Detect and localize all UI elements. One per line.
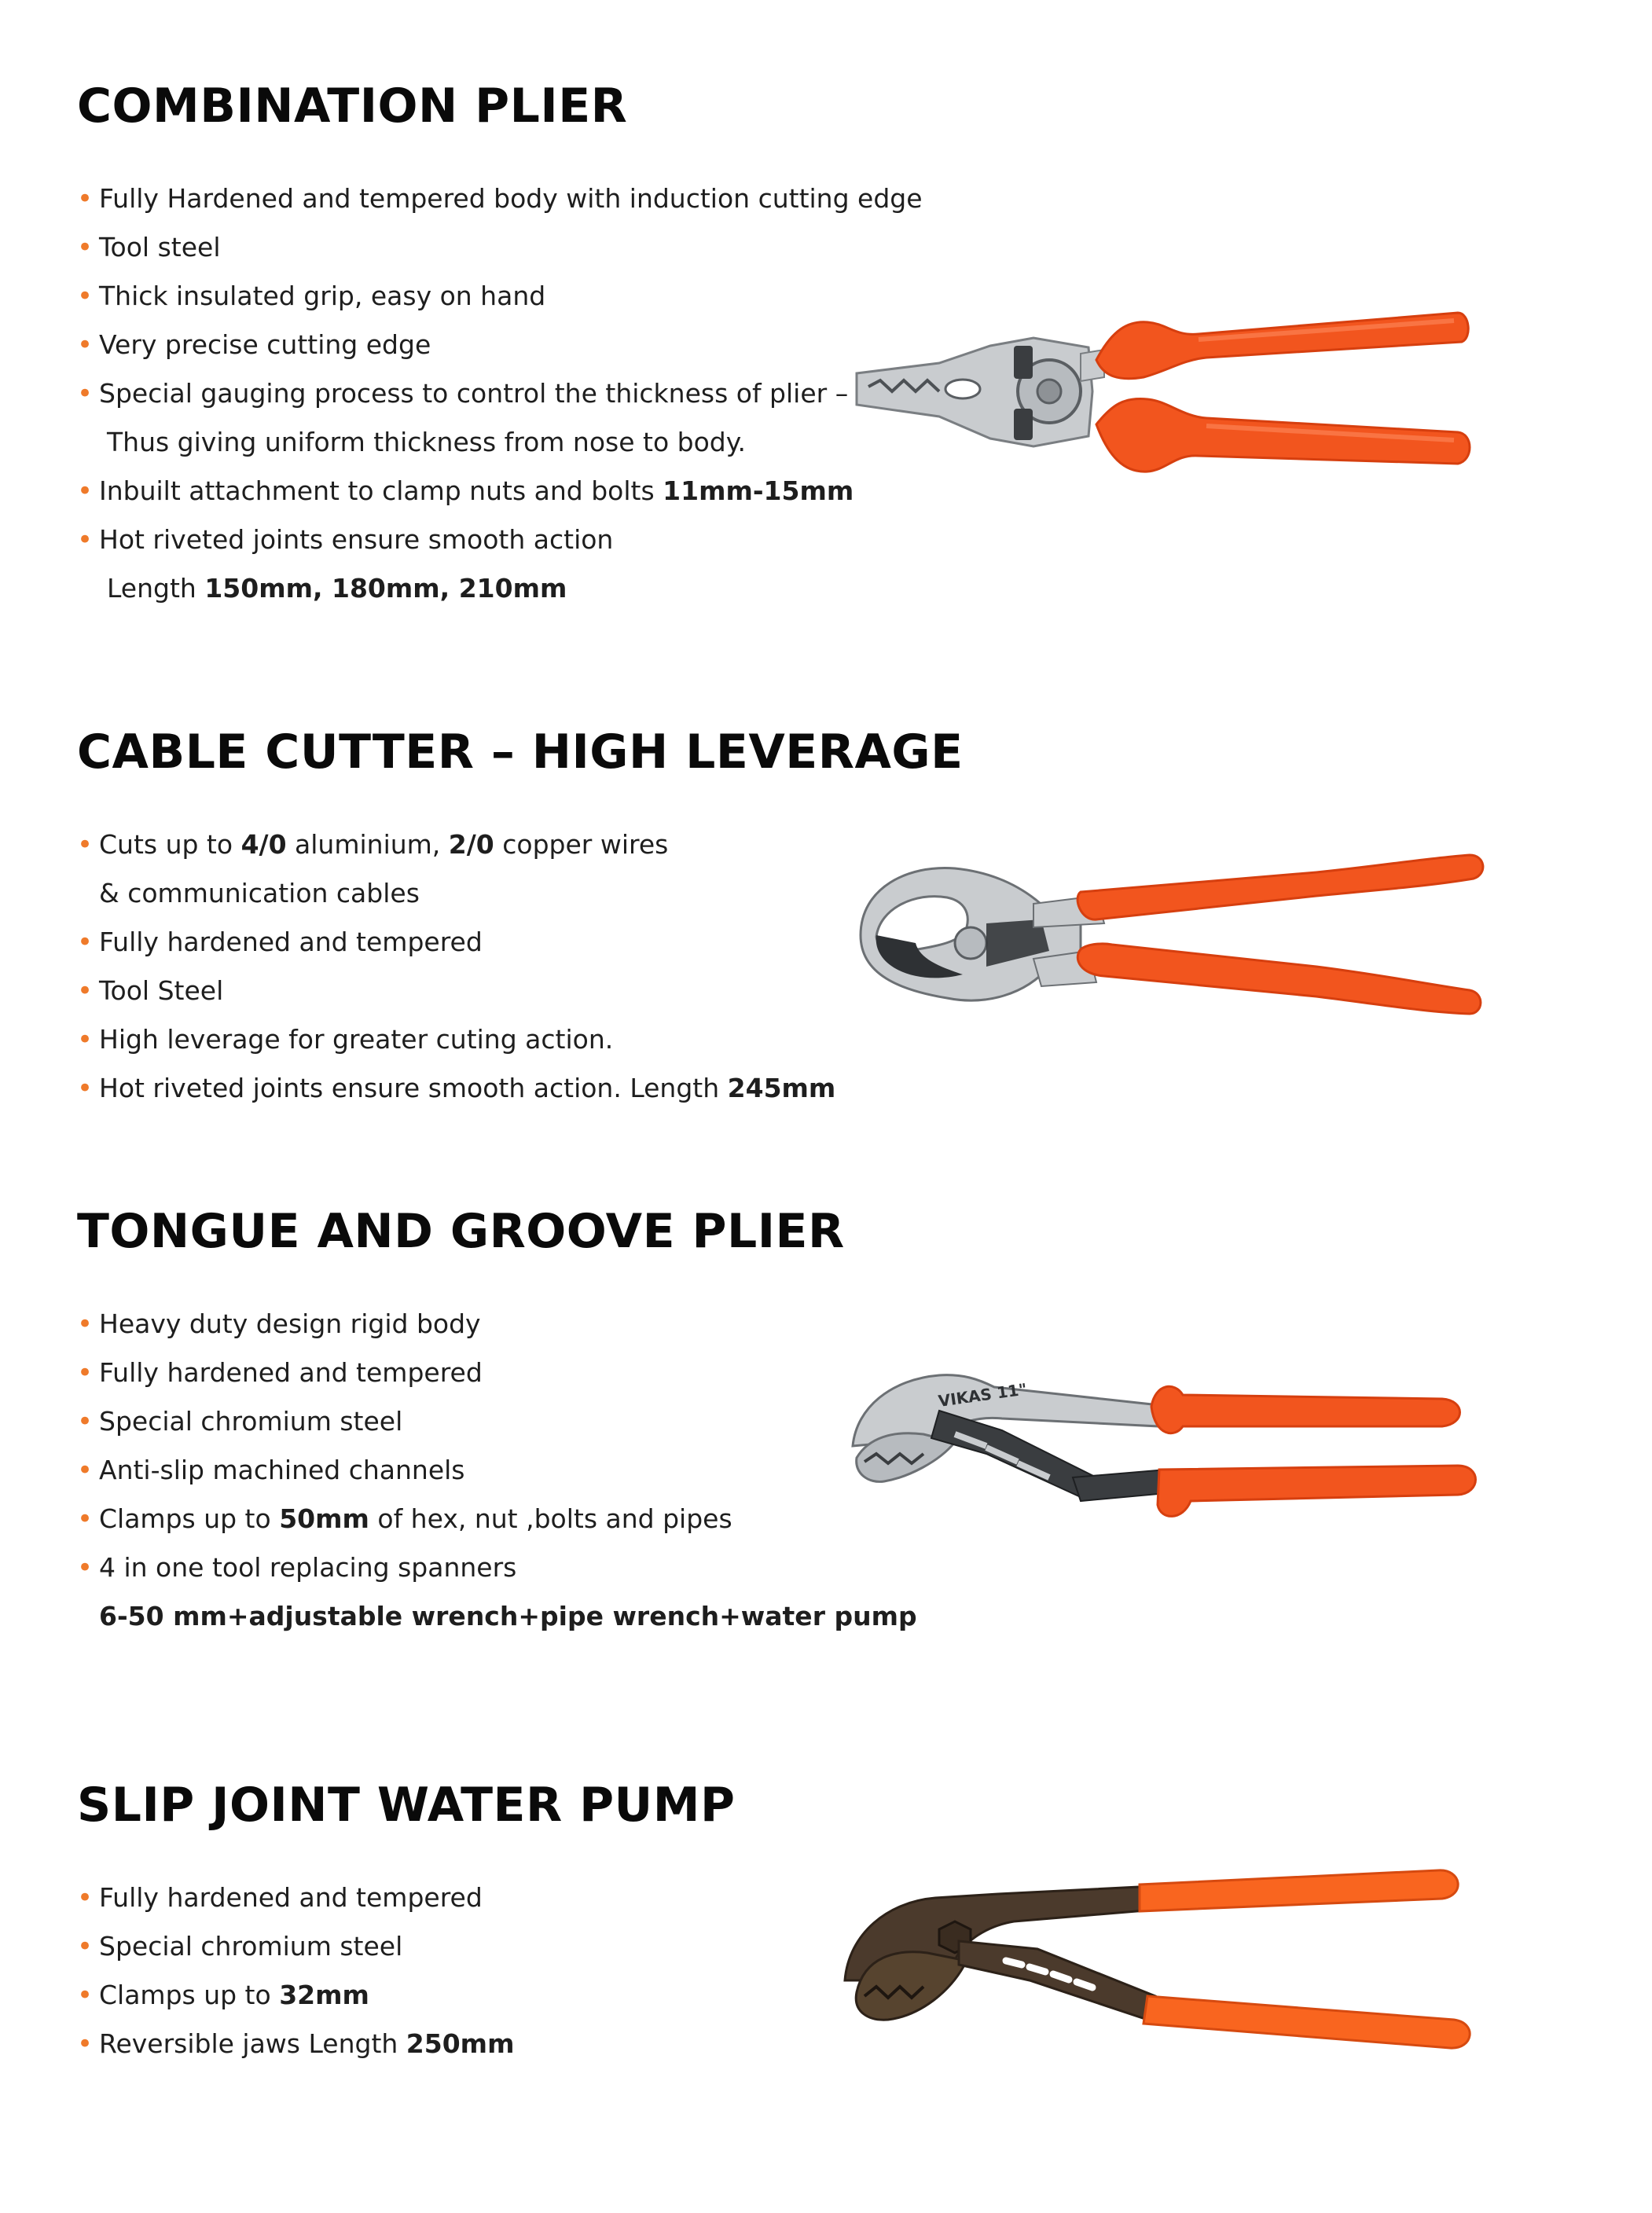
list-item: • High leverage for greater cuting action. bbox=[77, 1015, 835, 1064]
list-item: • Special chromium steel bbox=[77, 1922, 514, 1971]
list-item-continuation: 6-50 mm+adjustable wrench+pipe wrench+water pump bbox=[99, 1601, 917, 1631]
list-item: • Cuts up to 4/0 aluminium, 2/0 copper wires bbox=[77, 820, 835, 869]
feature-list bbox=[77, 174, 923, 613]
section-title: CABLE CUTTER – HIGH LEVERAGE bbox=[77, 725, 964, 780]
feature-list bbox=[77, 1874, 514, 2068]
list-item: • Fully hardened and tempered bbox=[77, 1349, 917, 1397]
list-item: • Clamps up to 32mm bbox=[77, 1971, 514, 2020]
list-item: • Tool Steel bbox=[77, 967, 835, 1015]
list-item: • Very precise cutting edge bbox=[77, 321, 923, 369]
list-item: • 4 in one tool replacing spanners bbox=[77, 1543, 917, 1592]
list-item: • Anti-slip machined channels bbox=[77, 1446, 917, 1495]
list-item: • Fully Hardened and tempered body with induction cutting edge bbox=[77, 174, 923, 223]
list-item: • Special gauging process to control the thickness of plier – bbox=[77, 369, 923, 418]
list-item: • Thick insulated grip, easy on hand bbox=[77, 272, 923, 321]
list-item-continuation: & communication cables bbox=[99, 878, 420, 908]
list-item: • Fully hardened and tempered bbox=[77, 918, 835, 967]
feature-list bbox=[77, 1300, 917, 1641]
list-item: • Hot riveted joints ensure smooth action bbox=[77, 516, 923, 564]
list-item: • Tool steel bbox=[77, 223, 923, 272]
list-item: • Hot riveted joints ensure smooth action. Length 245mm bbox=[77, 1064, 835, 1113]
tool-brand-marking: VIKAS 11" bbox=[937, 1379, 1029, 1411]
tongue-groove-plier-image bbox=[845, 1352, 1497, 1532]
combination-plier-image bbox=[853, 299, 1481, 487]
section-title: COMBINATION PLIER bbox=[77, 79, 628, 134]
section-title: TONGUE AND GROOVE PLIER bbox=[77, 1204, 845, 1259]
list-item: • Fully hardened and tempered bbox=[77, 1874, 514, 1922]
list-item: • Inbuilt attachment to clamp nuts and bolts 11mm-15mm bbox=[77, 467, 923, 516]
section-title: SLIP JOINT WATER PUMP bbox=[77, 1778, 736, 1833]
cable-cutter-image bbox=[845, 849, 1497, 1029]
feature-list bbox=[77, 820, 835, 1113]
list-item: • Clamps up to 50mm of hex, nut ,bolts and pipes bbox=[77, 1495, 917, 1543]
list-item: • Special chromium steel bbox=[77, 1397, 917, 1446]
list-item: • Reversible jaws Length 250mm bbox=[77, 2020, 514, 2068]
slip-joint-water-pump-image bbox=[841, 1863, 1493, 2059]
list-item: • Heavy duty design rigid body bbox=[77, 1300, 917, 1349]
list-item-continuation: Thus giving uniform thickness from nose to body. bbox=[107, 427, 747, 457]
list-item-continuation: Length 150mm, 180mm, 210mm bbox=[107, 573, 567, 604]
